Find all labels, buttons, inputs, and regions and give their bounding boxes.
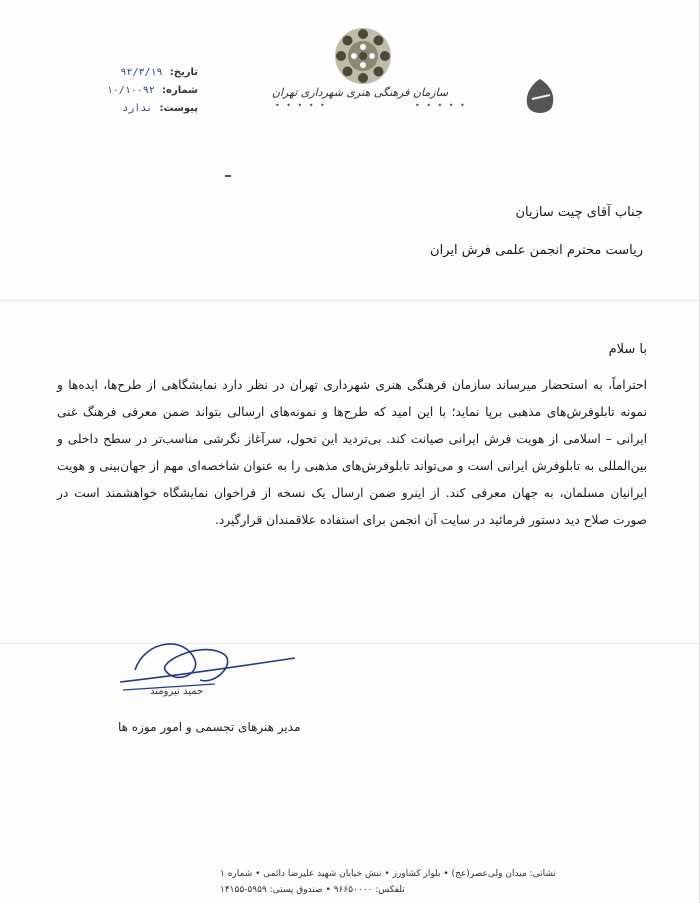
- letter-meta: [88, 64, 198, 118]
- recipient-name: جناب آقای چیت سازیان: [515, 205, 643, 220]
- footer-contact: تلفکس: ۹۶۶۵۰۰۰۰ • صندوق پستی: ۵۹۵۹-۱۴۱۵۵: [220, 885, 405, 895]
- signer-title: مدیر هنرهای تجسمی و امور موزه ها: [118, 720, 301, 734]
- letter-footer: [220, 866, 640, 898]
- meta-attachment: پیوست: ندارد: [122, 103, 198, 114]
- meta-number: شماره: ۱۰/۱۰۰۹۲: [106, 85, 198, 96]
- paper-fold-line: [0, 300, 700, 301]
- signer-name: حمید نیرومند: [150, 686, 204, 697]
- dash-mark: [225, 175, 231, 177]
- paper-fold-line: [0, 643, 700, 644]
- recipient-position: ریاست محترم انجمن علمی فرش ایران: [430, 243, 643, 258]
- footer-address: نشانی: میدان ولی‌عصر(عج) • بلوار کشاورز • نبش خیابان شهید علیرضا دائمی • شماره ۱: [220, 869, 556, 879]
- organization-emblem-icon: [333, 26, 393, 86]
- organization-name: سازمان فرهنگی هنری شهرداری تهران: [271, 86, 449, 99]
- header-dots: • • • • •: [275, 101, 327, 110]
- meta-date: تاریخ: ۹۲/۳/۱۹: [120, 67, 198, 78]
- handwritten-signature: [115, 630, 305, 710]
- header-dots: • • • • •: [415, 101, 467, 110]
- letter-body: احتراماً، به استحضار میرساند سازمان فرهنگی هنری شهرداری تهران در نظر دارد نمایشگاهی از طرح‌ها، ایده‌ها و نمونه تابلوفرش‌های مذهبی برپا نماید؛ با این امید که طرح‌ها و نمونه‌های ارسالی بتواند ضمن معرفی فرهنگ غنی ایرانی – اسلامی از هویت فرش ایرانی صیانت کند. بی‌تردید این تحول، سرآغاز نگرشی مناسب‌تر در سطح داخلی و بین‌المللی به تابلوفرش ایرانی است و می‌تواند تابلوفرش‌های مذهبی را به عنوان شاخصه‌ای مهم از جهان‌بینی و هویت ایرانیان مسلمان، به جهان معرفی کند. از اینرو ضمن ارسال یک نسخه از فراخوان نمایشگاه خواهشمند است در صورت صلاح دید دستور فرمائید در سایت آن انجمن برای استفاده علاقمندان قرارگیرد.: [57, 378, 647, 527]
- greeting: با سلام: [608, 342, 647, 357]
- recipient-block: [430, 200, 643, 276]
- municipality-logo-icon: [522, 77, 558, 117]
